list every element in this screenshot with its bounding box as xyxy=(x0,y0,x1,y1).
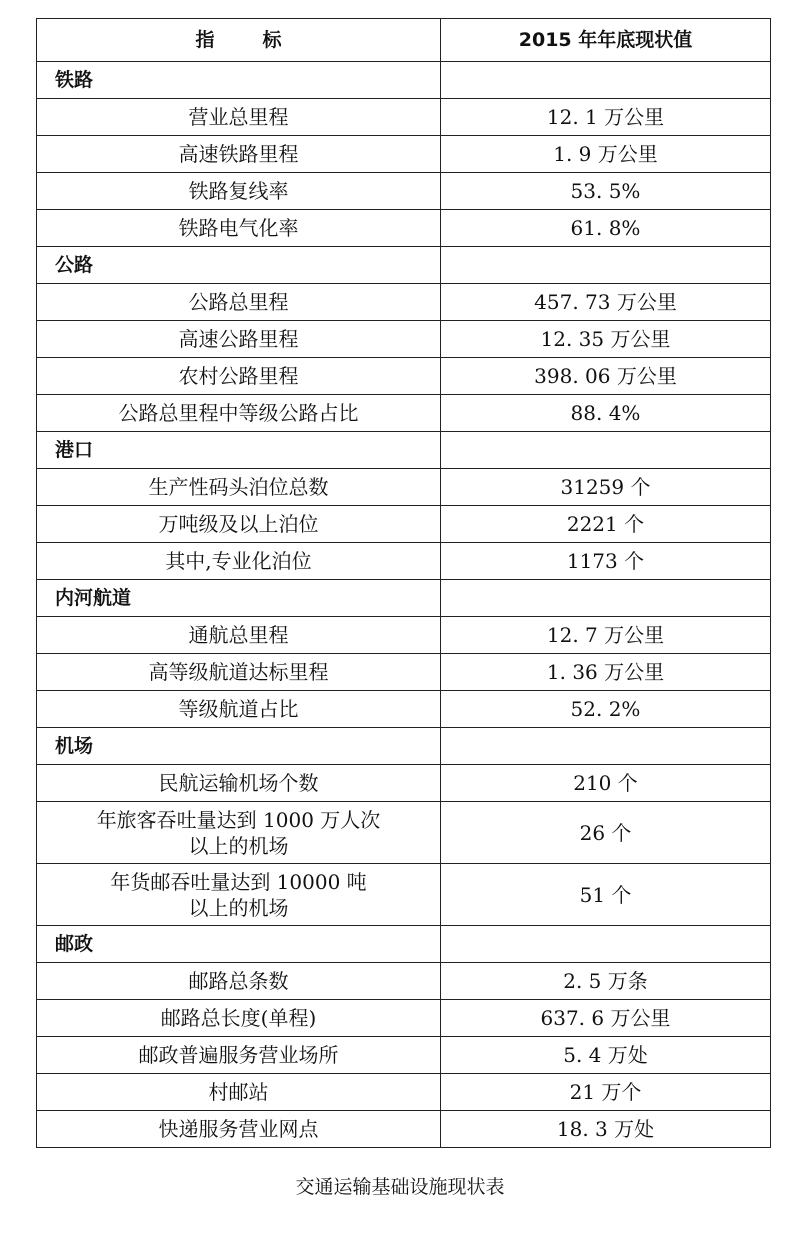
indicator-cell: 邮路总长度(单程) xyxy=(37,1000,441,1037)
table-row xyxy=(37,765,771,802)
category-row-postal xyxy=(37,926,771,963)
indicator-cell: 公路总里程 xyxy=(37,284,441,321)
table-caption: 交通运输基础设施现状表 xyxy=(295,1176,505,1198)
indicator-cell: 营业总里程 xyxy=(37,99,441,136)
value-cell: 637. 6 万公里 xyxy=(441,1000,771,1037)
table-row xyxy=(37,864,771,926)
table-row xyxy=(37,1111,771,1148)
indicator-cell: 其中,专业化泊位 xyxy=(37,543,441,580)
empty-cell xyxy=(441,247,771,284)
table-row xyxy=(37,136,771,173)
value-cell: 210 个 xyxy=(441,765,771,802)
table-row xyxy=(37,963,771,1000)
indicator-line: 以上的机场 xyxy=(188,895,289,920)
value-cell: 88. 4% xyxy=(441,395,771,432)
table-row xyxy=(37,395,771,432)
value-cell: 1. 9 万公里 xyxy=(441,136,771,173)
category-row-waterway xyxy=(37,580,771,617)
value-cell: 457. 73 万公里 xyxy=(441,284,771,321)
value-cell: 53. 5% xyxy=(441,173,771,210)
indicator-cell: 邮路总条数 xyxy=(37,963,441,1000)
table-row xyxy=(37,321,771,358)
table-row xyxy=(37,1074,771,1111)
indicator-cell: 铁路复线率 xyxy=(37,173,441,210)
table-row xyxy=(37,99,771,136)
value-cell: 398. 06 万公里 xyxy=(441,358,771,395)
indicator-cell: 邮政普遍服务营业场所 xyxy=(37,1037,441,1074)
table-row xyxy=(37,173,771,210)
table-row xyxy=(37,1000,771,1037)
indicator-line: 年旅客吞吐量达到 1000 万人次 xyxy=(96,807,381,832)
empty-cell xyxy=(441,728,771,765)
table-row xyxy=(37,506,771,543)
value-cell: 1. 36 万公里 xyxy=(441,654,771,691)
category-label: 内河航道 xyxy=(37,580,441,617)
category-row-port xyxy=(37,432,771,469)
empty-cell xyxy=(441,432,771,469)
category-row-highway xyxy=(37,247,771,284)
value-column-header: 2015 年年底现状值 xyxy=(441,19,771,62)
category-row-airport xyxy=(37,728,771,765)
category-label: 邮政 xyxy=(37,926,441,963)
indicator-cell: 民航运输机场个数 xyxy=(37,765,441,802)
indicator-cell: 高等级航道达标里程 xyxy=(37,654,441,691)
indicator-cell: 快递服务营业网点 xyxy=(37,1111,441,1148)
indicator-cell: 高速公路里程 xyxy=(37,321,441,358)
infrastructure-status-table xyxy=(36,18,771,1148)
value-cell: 2. 5 万条 xyxy=(441,963,771,1000)
table-row xyxy=(37,1037,771,1074)
category-label: 铁路 xyxy=(37,62,441,99)
value-cell: 51 个 xyxy=(441,864,771,926)
category-label: 港口 xyxy=(37,432,441,469)
table-row xyxy=(37,617,771,654)
value-cell: 31259 个 xyxy=(441,469,771,506)
category-label: 机场 xyxy=(37,728,441,765)
table-row xyxy=(37,469,771,506)
indicator-cell: 高速铁路里程 xyxy=(37,136,441,173)
empty-cell xyxy=(441,62,771,99)
empty-cell xyxy=(441,926,771,963)
empty-cell xyxy=(441,580,771,617)
table-row xyxy=(37,543,771,580)
category-label: 公路 xyxy=(37,247,441,284)
indicator-cell: 生产性码头泊位总数 xyxy=(37,469,441,506)
indicator-line: 年货邮吞吐量达到 10000 吨 xyxy=(110,869,367,894)
value-cell: 12. 35 万公里 xyxy=(441,321,771,358)
indicator-cell xyxy=(37,864,441,926)
table-row xyxy=(37,284,771,321)
indicator-cell: 农村公路里程 xyxy=(37,358,441,395)
value-cell: 2221 个 xyxy=(441,506,771,543)
value-cell: 21 万个 xyxy=(441,1074,771,1111)
table-row xyxy=(37,802,771,864)
category-row-railway xyxy=(37,62,771,99)
table-header-row xyxy=(37,19,771,62)
indicator-cell: 公路总里程中等级公路占比 xyxy=(37,395,441,432)
value-cell: 12. 1 万公里 xyxy=(441,99,771,136)
value-cell: 52. 2% xyxy=(441,691,771,728)
table-row xyxy=(37,210,771,247)
indicator-cell: 万吨级及以上泊位 xyxy=(37,506,441,543)
table-row xyxy=(37,691,771,728)
indicator-cell: 村邮站 xyxy=(37,1074,441,1111)
value-cell: 18. 3 万处 xyxy=(441,1111,771,1148)
table-row xyxy=(37,654,771,691)
indicator-cell: 等级航道占比 xyxy=(37,691,441,728)
indicator-column-header: 指 标 xyxy=(37,19,441,62)
indicator-cell: 通航总里程 xyxy=(37,617,441,654)
value-cell: 26 个 xyxy=(441,802,771,864)
value-cell: 61. 8% xyxy=(441,210,771,247)
table-row xyxy=(37,358,771,395)
indicator-cell xyxy=(37,802,441,864)
indicator-line: 以上的机场 xyxy=(188,833,289,858)
indicator-cell: 铁路电气化率 xyxy=(37,210,441,247)
value-cell: 1173 个 xyxy=(441,543,771,580)
value-cell: 12. 7 万公里 xyxy=(441,617,771,654)
value-cell: 5. 4 万处 xyxy=(441,1037,771,1074)
